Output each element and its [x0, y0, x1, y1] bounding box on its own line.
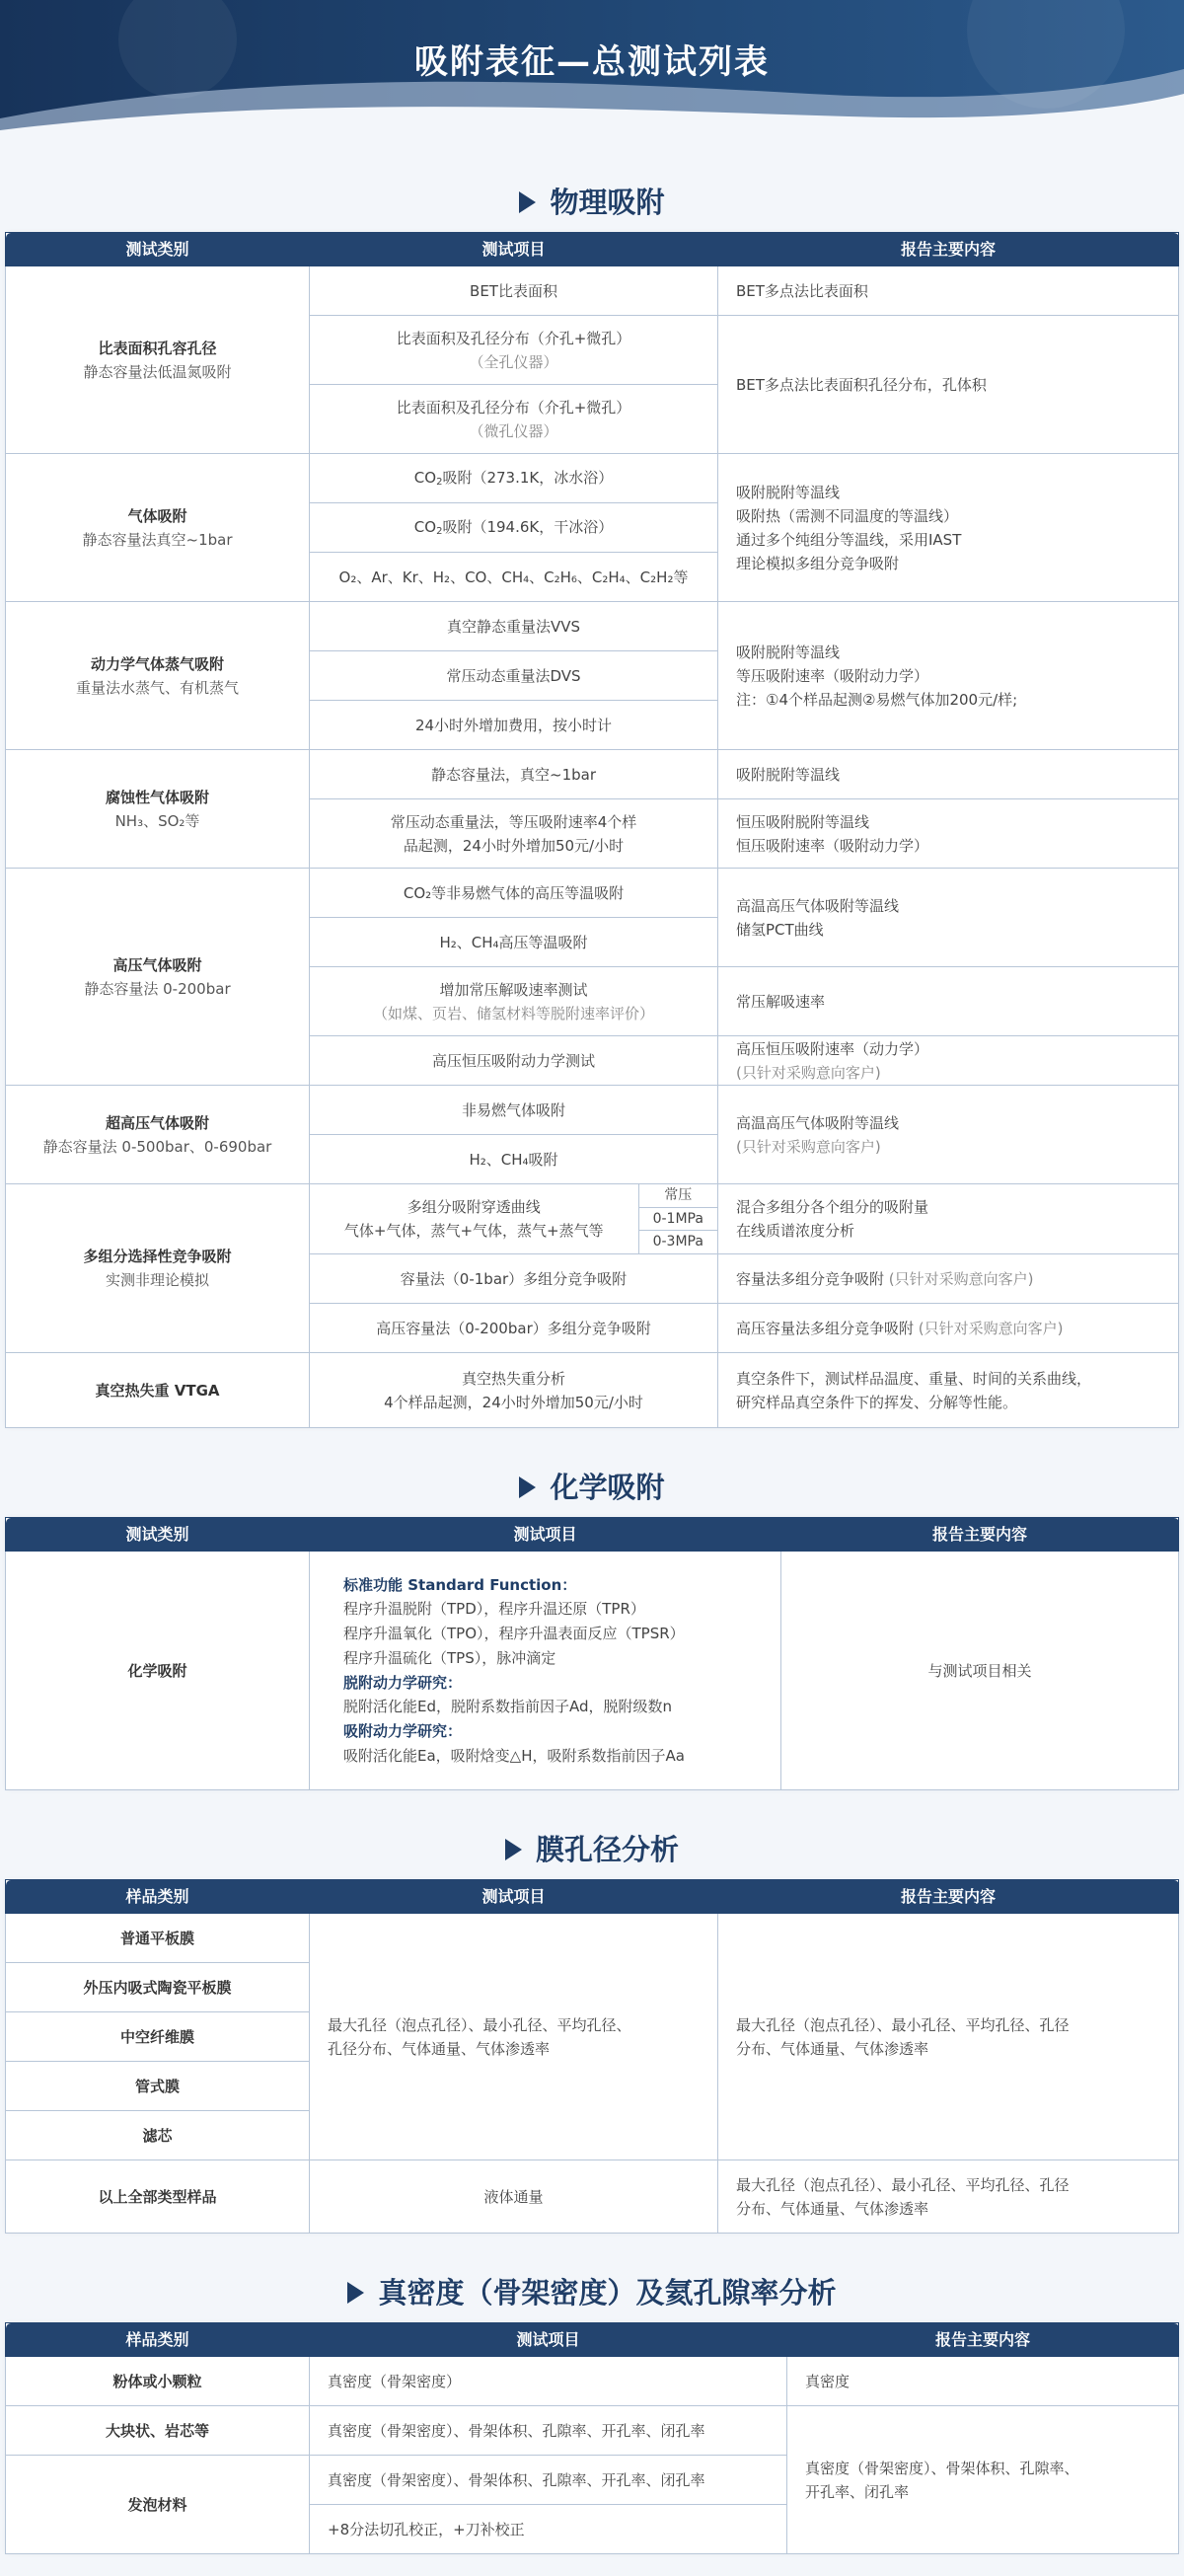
section-title-chemical: 化学吸附	[0, 1458, 1184, 1517]
item-multi-highp: 高压容量法（0-200bar）多组分竞争吸附	[310, 1304, 718, 1353]
report-multi-1: 混合多组分各个组分的吸附量 在线质谱浓度分析	[718, 1184, 1179, 1254]
physical-adsorption-table	[5, 232, 1179, 1428]
report-highp-2: 常压解吸速率	[718, 967, 1179, 1036]
category-gas: 气体吸附 静态容量法真空~1bar	[6, 454, 310, 602]
item-corrosive-static: 静态容量法，真空~1bar	[310, 750, 718, 799]
page-title: 吸附表征—总测试列表	[414, 42, 770, 82]
sample-filter: 滤芯	[6, 2111, 310, 2160]
report-block-foam: 真密度（骨架密度）、骨架体积、孔隙率、 开孔率、闭孔率	[787, 2406, 1179, 2554]
category-chemical: 化学吸附	[6, 1552, 310, 1790]
pressure-1mpa: 0-1MPa	[638, 1207, 717, 1231]
report-uhp: 高温高压气体吸附等温线 (只针对采购意向客户)	[718, 1086, 1179, 1184]
item-highp-h2: H₂、CH₄高压等温吸附	[310, 918, 718, 967]
sample-tubular: 管式膜	[6, 2062, 310, 2111]
sample-all-types: 以上全部类型样品	[6, 2160, 310, 2234]
category-high-pressure: 高压气体吸附 静态容量法 0-200bar	[6, 869, 310, 1086]
item-multi-volumetric: 容量法（0-1bar）多组分竞争吸附	[310, 1254, 718, 1304]
report-corrosive-1: 吸附脱附等温线	[718, 750, 1179, 799]
category-corrosive: 腐蚀性气体吸附 NH₃、SO₂等	[6, 750, 310, 869]
report-powder: 真密度	[787, 2357, 1179, 2406]
item-membrane: 最大孔径（泡点孔径）、最小孔径、平均孔径、 孔径分布、气体通量、气体渗透率	[310, 1914, 718, 2160]
item-highp-desorb: 增加常压解吸速率测试 （如煤、页岩、储氢材料等脱附速率评价）	[310, 967, 718, 1036]
item-bet-micro: 比表面积及孔径分布（介孔+微孔） （微孔仪器）	[310, 385, 718, 454]
item-uhp-2: H₂、CH₄吸附	[310, 1135, 718, 1184]
item-vtga: 真空热失重分析 4个样品起测，24小时外增加50元/小时	[310, 1353, 718, 1428]
item-foam-correction: +8分法切孔校正，+刀补校正	[310, 2505, 787, 2554]
item-chemical: 标准功能 Standard Function： 程序升温脱附（TPD），程序升温还原（TPR） 程序升温氧化（TPO），程序升温表面反应（TPSR） 程序升温硫化（TPS），脉冲滴定 脱附动力学研究： 脱附活化能Ed，脱附系数指前因子Ad，脱附级数n 吸附动力学研究： 吸附活化能Ea，吸附焓变△H，吸附系数指前因子Aa	[310, 1552, 781, 1790]
header-item: 测试项目	[310, 233, 718, 266]
report-highp-1: 高温高压气体吸附等温线 储氢PCT曲线	[718, 869, 1179, 967]
header-category: 测试类别	[6, 233, 310, 266]
item-breakthrough: 多组分吸附穿透曲线 气体+气体，蒸气+气体，蒸气+蒸气等 常压 0-1MPa 0-3MPa	[310, 1184, 718, 1254]
triangle-icon	[519, 191, 536, 213]
sample-hollow-fiber: 中空纤维膜	[6, 2012, 310, 2062]
item-co2-273: $CO_2$吸附（273.1K，冰水浴）	[310, 454, 718, 503]
item-powder: 真密度（骨架密度）	[310, 2357, 787, 2406]
pressure-ambient: 常压	[638, 1184, 717, 1207]
chemical-adsorption-table: 测试类别 测试项目 报告主要内容 化学吸附 标准功能 Standard Function： 程序升温脱附（TPD），程序升温还原（TPR） 程序升温氧化（TPO），程序升温表面反应（TPSR） 程序升温硫化（TPS），脉冲滴定 脱附动力学研究： 脱附活化能Ed，脱附系数指前因子Ad，脱附级数n 吸附动力学研究： 吸附活化能Ea，吸附焓变△H，吸附系数指前因子Aa 与测试项目相关	[5, 1517, 1179, 1790]
sample-ceramic-membrane: 外压内吸式陶瓷平板膜	[6, 1963, 310, 2012]
sample-foam: 发泡材料	[6, 2456, 310, 2554]
sample-block: 大块状、岩芯等	[6, 2406, 310, 2456]
section-title-membrane: 膜孔径分析	[0, 1820, 1184, 1879]
triangle-icon	[519, 1477, 536, 1498]
item-bet: BET比表面积	[310, 266, 718, 316]
category-multi-component: 多组分选择性竞争吸附 实测非理论模拟	[6, 1184, 310, 1353]
item-liquid-flux: 液体通量	[310, 2160, 718, 2234]
item-vapor-fee: 24小时外增加费用，按小时计	[310, 701, 718, 750]
section-title-physical: 物理吸附	[0, 173, 1184, 232]
category-ultra-high-pressure: 超高压气体吸附 静态容量法 0-500bar、0-690bar	[6, 1086, 310, 1184]
report-bet-pore: BET多点法比表面积孔径分布，孔体积	[718, 316, 1179, 454]
density-table: 样品类别 测试项目 报告主要内容 粉体或小颗粒 真密度（骨架密度） 真密度 大块状、岩芯等 真密度（骨架密度）、骨架体积、孔隙率、开孔率、闭孔率 真密度（骨架密度）、骨架体积、孔隙率、 开孔率、闭孔率 发泡材料 真密度（骨架密度）、骨架体积、孔隙率、开孔率、闭孔率 +8分法切孔校正，+刀补校正	[5, 2322, 1179, 2554]
item-bet-full: 比表面积及孔径分布（介孔+微孔） （全孔仪器）	[310, 316, 718, 385]
item-highp-co2: CO₂等非易燃气体的高压等温吸附	[310, 869, 718, 918]
report-highp-3: 高压恒压吸附速率（动力学） (只针对采购意向客户)	[718, 1036, 1179, 1086]
report-corrosive-2: 恒压吸附脱附等温线 恒压吸附速率（吸附动力学）	[718, 799, 1179, 869]
item-uhp-1: 非易燃气体吸附	[310, 1086, 718, 1135]
section-title-density: 真密度（骨架密度）及氦孔隙率分析	[0, 2263, 1184, 2322]
item-gases: O₂、Ar、Kr、H₂、CO、CH₄、C₂H₆、C₂H₄、C₂H₂等	[310, 553, 718, 602]
item-foam: 真密度（骨架密度）、骨架体积、孔隙率、开孔率、闭孔率	[310, 2456, 787, 2505]
triangle-icon	[505, 1839, 522, 1860]
report-chemical: 与测试项目相关	[781, 1552, 1179, 1790]
membrane-table: 样品类别 测试项目 报告主要内容 普通平板膜 最大孔径（泡点孔径）、最小孔径、平均孔径、 孔径分布、气体通量、气体渗透率 最大孔径（泡点孔径）、最小孔径、平均孔径、孔径 分布、气体通量、气体渗透率 外压内吸式陶瓷平板膜 中空纤维膜 管式膜 滤芯 以上全部类型样品 液体通量 最大孔径（泡点孔径）、最小孔径、平均孔径、孔径 分布、气体通量、气体渗透率	[5, 1879, 1179, 2234]
item-dvs: 常压动态重量法DVS	[310, 651, 718, 701]
item-highp-kinetic: 高压恒压吸附动力学测试	[310, 1036, 718, 1086]
report-multi-3: 高压容量法多组分竞争吸附 (只针对采购意向客户)	[718, 1304, 1179, 1353]
header-report: 报告主要内容	[718, 233, 1179, 266]
item-vvs: 真空静态重量法VVS	[310, 602, 718, 651]
report-multi-2: 容量法多组分竞争吸附 (只针对采购意向客户)	[718, 1254, 1179, 1304]
category-vtga: 真空热失重 VTGA	[6, 1353, 310, 1428]
item-block: 真密度（骨架密度）、骨架体积、孔隙率、开孔率、闭孔率	[310, 2406, 787, 2456]
report-gas: 吸附脱附等温线 吸附热（需测不同温度的等温线） 通过多个纯组分等温线，采用IAST 理论模拟多组分竞争吸附	[718, 454, 1179, 602]
sample-powder: 粉体或小颗粒	[6, 2357, 310, 2406]
report-bet: BET多点法比表面积	[718, 266, 1179, 316]
triangle-icon	[347, 2282, 364, 2304]
header-banner	[0, 0, 1184, 148]
sample-flat-membrane: 普通平板膜	[6, 1914, 310, 1963]
report-vapor: 吸附脱附等温线 等压吸附速率（吸附动力学） 注：①4个样品起测②易燃气体加200元/样;	[718, 602, 1179, 750]
category-bet: 比表面积孔容孔径 静态容量法低温氮吸附	[6, 266, 310, 454]
pressure-3mpa: 0-3MPa	[652, 1234, 703, 1250]
report-membrane: 最大孔径（泡点孔径）、最小孔径、平均孔径、孔径 分布、气体通量、气体渗透率	[718, 1914, 1179, 2160]
report-all-types: 最大孔径（泡点孔径）、最小孔径、平均孔径、孔径 分布、气体通量、气体渗透率	[718, 2160, 1179, 2234]
item-corrosive-dynamic: 常压动态重量法，等压吸附速率4个样 品起测，24小时外增加50元/小时	[310, 799, 718, 869]
item-co2-194: $CO_2$吸附（194.6K，干冰浴）	[310, 503, 718, 553]
report-vtga: 真空条件下，测试样品温度、重量、时间的关系曲线， 研究样品真空条件下的挥发、分解等性能。	[718, 1353, 1179, 1428]
category-vapor: 动力学气体蒸气吸附 重量法水蒸气、有机蒸气	[6, 602, 310, 750]
